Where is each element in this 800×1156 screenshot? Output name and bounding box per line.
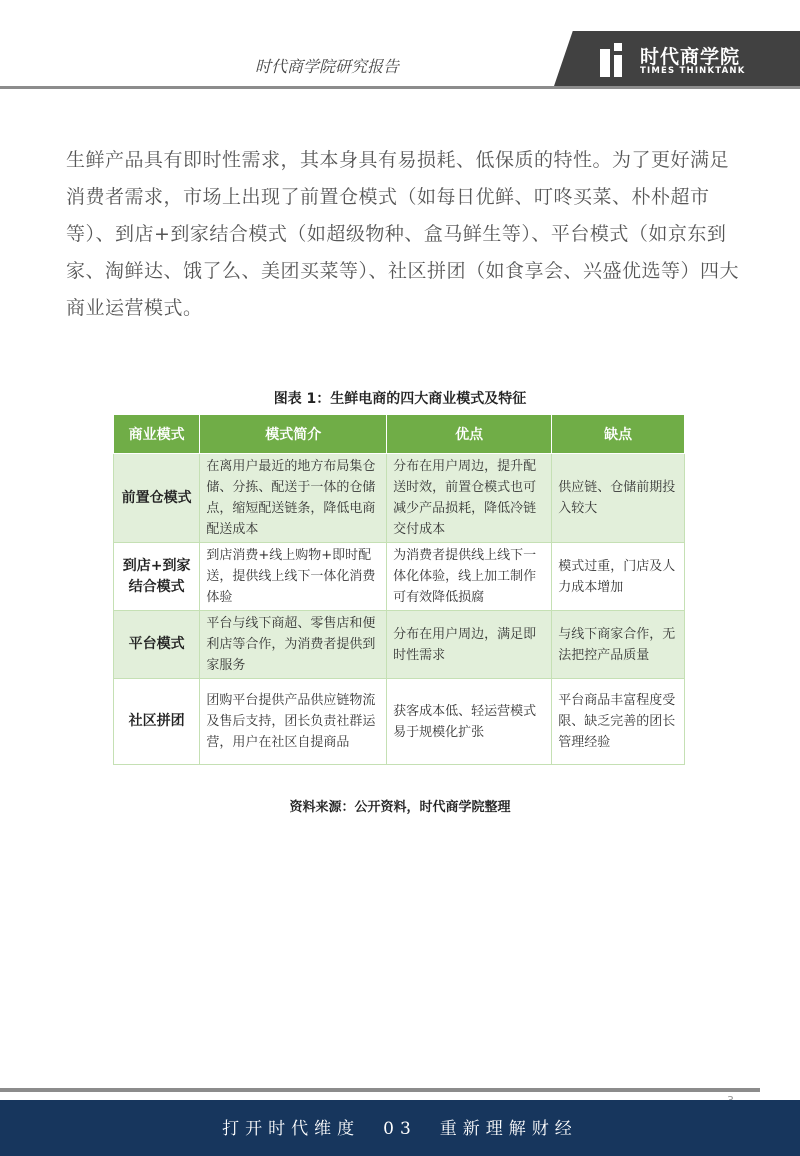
cell-model: 到店+到家结合模式 xyxy=(114,543,200,611)
cell-cons: 模式过重，门店及人力成本增加 xyxy=(552,543,685,611)
header-cons: 缺点 xyxy=(552,415,685,454)
header-pros: 优点 xyxy=(387,415,552,454)
report-title: 时代商学院研究报告 xyxy=(255,57,400,76)
table-source-note: 资料来源：公开资料，时代商学院整理 xyxy=(289,800,511,815)
cell-pros: 分布在用户周边，满足即时性需求 xyxy=(387,611,552,679)
logo-mark-icon xyxy=(600,43,634,77)
header-divider xyxy=(0,86,800,89)
cell-intro: 平台与线下商超、零售店和便利店等合作，为消费者提供到家服务 xyxy=(200,611,387,679)
body-paragraph: 生鲜产品具有即时性需求，其本身具有易损耗、低保质的特性。为了更好满足消费者需求，市场上出现了前置仓模式（如每日优鲜、叮咚买菜、朴朴超市等）、到店+到家结合模式（如超级物种、盒马鲜生等）、平台模式（如京东到家、淘鲜达、饿了么、美团买菜等）、社区拼团（如食享会、兴盛优选等）四大商业运营模式。 xyxy=(66,149,740,319)
logo-text-en: TIMES THINKTANK xyxy=(640,66,746,76)
header-model: 商业模式 xyxy=(114,415,200,454)
footer-divider xyxy=(0,1088,760,1092)
cell-cons: 平台商品丰富程度受限、缺乏完善的团长管理经验 xyxy=(552,679,685,765)
footer-slogan: 打开时代维度 03 重新理解财经 xyxy=(222,1119,578,1139)
table-row xyxy=(114,454,685,543)
cell-intro: 团购平台提供产品供应链物流及售后支持，团长负责社群运营，用户在社区自提商品 xyxy=(200,679,387,765)
page-header xyxy=(0,0,800,100)
cell-intro: 到店消费+线上购物+即时配送，提供线上线下一体化消费体验 xyxy=(200,543,387,611)
header-intro: 模式简介 xyxy=(200,415,387,454)
table-row xyxy=(114,611,685,679)
table-row xyxy=(114,679,685,765)
cell-pros: 为消费者提供线上线下一体化体验，线上加工制作可有效降低损腐 xyxy=(387,543,552,611)
table-row xyxy=(114,543,685,611)
cell-model: 平台模式 xyxy=(114,611,200,679)
cell-model: 前置仓模式 xyxy=(114,454,200,543)
cell-pros: 分布在用户周边，提升配送时效，前置仓模式也可减少产品损耗，降低冷链交付成本 xyxy=(387,454,552,543)
cell-model: 社区拼团 xyxy=(114,679,200,765)
cell-cons: 与线下商家合作，无法把控产品质量 xyxy=(552,611,685,679)
table-caption: 图表 1：生鲜电商的四大商业模式及特征 xyxy=(273,391,527,407)
logo-text-cn: 时代商学院 xyxy=(640,46,741,68)
cell-intro: 在离用户最近的地方布局集仓储、分拣、配送于一体的仓储点，缩短配送链条，降低电商配送成本 xyxy=(200,454,387,543)
cell-cons: 供应链、仓储前期投入较大 xyxy=(552,454,685,543)
table-header-row xyxy=(114,415,685,454)
business-model-table xyxy=(113,414,685,765)
cell-pros: 获客成本低、轻运营模式易于规模化扩张 xyxy=(387,679,552,765)
